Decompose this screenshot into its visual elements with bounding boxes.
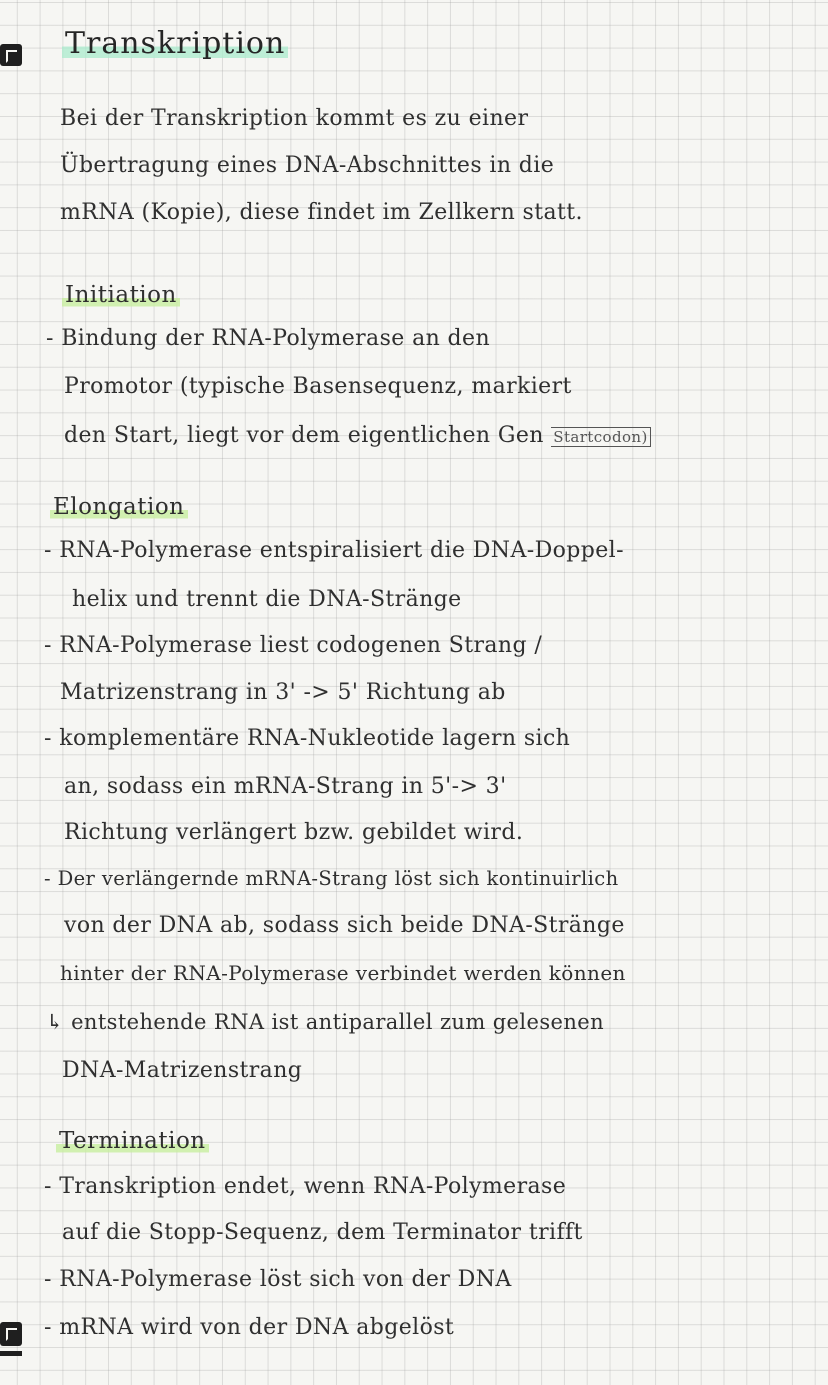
elongation-line: - Der verlängernde mRNA-Strang löst sich kontinuirlich (44, 867, 619, 890)
termination-line: - mRNA wird von der DNA abgelöst (44, 1315, 455, 1340)
elongation-line: an, sodass ein mRNA-Strang in 5'-> 3' (64, 774, 507, 799)
elongation-line: DNA-Matrizenstrang (62, 1058, 303, 1083)
title-text: Transkription (62, 26, 288, 61)
startcodon-note: Startcodon) (551, 427, 650, 447)
page-title (62, 26, 288, 61)
bookmark-marker-icon (0, 44, 22, 66)
initiation-line-text: den Start, liegt vor dem eigentlichen Gen (64, 423, 544, 448)
section-heading-termination: Termination (56, 1126, 209, 1156)
section-heading-elongation: Elongation (50, 492, 188, 522)
bookmark-marker-icon (0, 1322, 22, 1346)
elongation-line: Richtung verlängert bzw. gebildet wird. (64, 820, 524, 845)
elongation-line: hinter der RNA-Polymerase verbindet werden können (60, 961, 626, 985)
initiation-line: Promotor (typische Basensequenz, markiert (64, 374, 572, 399)
termination-line: - RNA-Polymerase löst sich von der DNA (44, 1267, 512, 1292)
intro-line: Bei der Transkription kommt es zu einer (60, 106, 529, 131)
elongation-line: - RNA-Polymerase liest codogenen Strang / (44, 633, 543, 658)
section-heading-initiation: Initiation (62, 280, 180, 310)
marker-bar-icon (0, 1351, 22, 1356)
intro-line: Übertragung eines DNA-Abschnittes in die (60, 153, 555, 178)
termination-line: - Transkription endet, wenn RNA-Polymerase (44, 1174, 567, 1199)
elongation-line: helix und trennt die DNA-Stränge (72, 587, 462, 612)
intro-line: mRNA (Kopie), diese findet im Zellkern statt. (60, 200, 583, 225)
initiation-line (64, 421, 651, 452)
initiation-line: - Bindung der RNA-Polymerase an den (46, 326, 491, 351)
elongation-line: von der DNA ab, sodass sich beide DNA-Stränge (64, 913, 625, 938)
elongation-line: - komplementäre RNA-Nukleotide lagern sich (44, 726, 571, 751)
elongation-line: ↳ entstehende RNA ist antiparallel zum gelesenen (46, 1010, 605, 1034)
elongation-line: - RNA-Polymerase entspiralisiert die DNA-Doppel- (44, 538, 624, 563)
elongation-line: Matrizenstrang in 3' -> 5' Richtung ab (60, 680, 506, 705)
termination-line: auf die Stopp-Sequenz, dem Terminator trifft (62, 1220, 583, 1245)
